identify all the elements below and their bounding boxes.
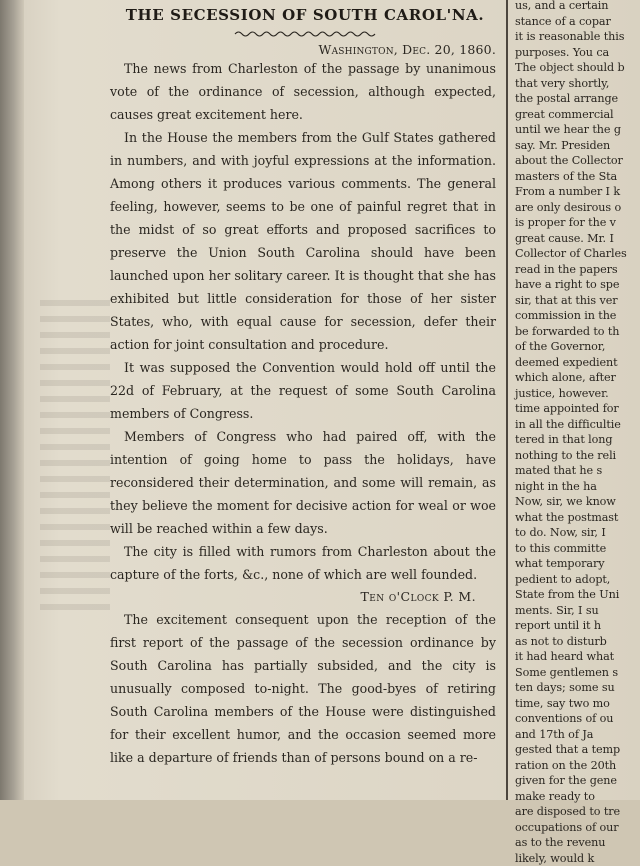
adjacent-column-line: From a number I k	[515, 184, 640, 200]
adjacent-column-line: read in the papers	[515, 262, 640, 278]
adjacent-column-line: say. Mr. Presiden	[515, 138, 640, 154]
adjacent-column-line: of the Governor,	[515, 339, 640, 355]
adjacent-column-line: conventions of ou	[515, 711, 640, 727]
adjacent-column-line: are disposed to tre	[515, 804, 640, 820]
adjacent-column-line: occupations of our	[515, 820, 640, 836]
adjacent-column-line: State from the Uni	[515, 587, 640, 603]
article-paragraph: It was supposed the Convention would hold off until the 22d of February, at the request of some South Carolina members of Congress.	[110, 356, 500, 425]
page-binding-edge	[0, 0, 24, 800]
adjacent-column-line: until we hear the g	[515, 122, 640, 138]
adjacent-column-line: us, and a certain	[515, 0, 640, 14]
adjacent-column-line: that very shortly,	[515, 76, 640, 92]
adjacent-column-line: mated that he s	[515, 463, 640, 479]
adjacent-column-line: The object should b	[515, 60, 640, 76]
adjacent-column-line: sir, that at this ver	[515, 293, 640, 309]
adjacent-column-line: have a right to spe	[515, 277, 640, 293]
article-column	[110, 0, 500, 800]
column-rule	[506, 0, 508, 800]
adjacent-column-line: ments. Sir, I su	[515, 603, 640, 619]
adjacent-column-line: is proper for the v	[515, 215, 640, 231]
adjacent-column-line: in all the difficultie	[515, 417, 640, 433]
adjacent-column-line: the postal arrange	[515, 91, 640, 107]
adjacent-column-line: masters of the Sta	[515, 169, 640, 185]
adjacent-column-line: likely, would k	[515, 851, 640, 866]
adjacent-column-line: gested that a temp	[515, 742, 640, 758]
adjacent-column-line: time appointed for	[515, 401, 640, 417]
adjacent-column-line: deemed expedient	[515, 355, 640, 371]
adjacent-column-line: what the postmast	[515, 510, 640, 526]
adjacent-column-line: purposes. You ca	[515, 45, 640, 61]
article-paragraph: The excitement consequent upon the reception of the first report of the passage of the secession ordinance by South Carolina has partially subsided, and the city is unusually composed to-night. The good-byes of retiring South Carolina members of the House were distinguished for their excellent humor, and the occasion seemed more like a departure of friends than of persons bound on a re-	[110, 608, 500, 769]
adjacent-column-line: tered in that long	[515, 432, 640, 448]
adjacent-column	[515, 0, 640, 800]
adjacent-column-line: Collector of Charles	[515, 246, 640, 262]
adjacent-column-line: Some gentlemen s	[515, 665, 640, 681]
adjacent-column-line: are only desirous o	[515, 200, 640, 216]
article-paragraph: Members of Congress who had paired off, with the intention of going home to pass the holidays, have reconsidered their determination, and some will remain, as they believe the moment for decisive action for weal or woe will be reached within a few days.	[110, 425, 500, 540]
adjacent-column-line: great commercial	[515, 107, 640, 123]
adjacent-column-line: stance of a copar	[515, 14, 640, 30]
adjacent-column-line: make ready to	[515, 789, 640, 805]
adjacent-column-line: what temporary	[515, 556, 640, 572]
adjacent-column-line: time, say two mo	[515, 696, 640, 712]
adjacent-column-line: great cause. Mr. I	[515, 231, 640, 247]
adjacent-column-line: about the Collector	[515, 153, 640, 169]
adjacent-column-line: report until it h	[515, 618, 640, 634]
adjacent-column-line: commission in the	[515, 308, 640, 324]
article-dateline: Washington, Dec. 20, 1860.	[110, 42, 496, 57]
adjacent-column-line: given for the gene	[515, 773, 640, 789]
adjacent-column-line: ten days; some su	[515, 680, 640, 696]
article-paragraph: The news from Charleston of the passage by unanimous vote of the ordinance of secession, although expected, causes great excitement here.	[110, 57, 500, 126]
adjacent-column-line: ration on the 20th	[515, 758, 640, 774]
adjacent-column-line: and 17th of Ja	[515, 727, 640, 743]
article-time-signoff: Ten o'Clock P. M.	[110, 586, 500, 608]
adjacent-column-line: as to the revenu	[515, 835, 640, 851]
adjacent-column-line: it had heard what	[515, 649, 640, 665]
bleed-through-text	[40, 300, 110, 620]
adjacent-column-line: pedient to adopt,	[515, 572, 640, 588]
adjacent-column-line: Now, sir, we know	[515, 494, 640, 510]
article-paragraph: The city is filled with rumors from Charleston about the capture of the forts, &c., none of which are well founded.	[110, 540, 500, 586]
adjacent-column-line: night in the ha	[515, 479, 640, 495]
adjacent-column-line: be forwarded to th	[515, 324, 640, 340]
adjacent-column-line: which alone, after	[515, 370, 640, 386]
adjacent-column-line: to do. Now, sir, I	[515, 525, 640, 541]
adjacent-column-line: nothing to the reli	[515, 448, 640, 464]
adjacent-column-line: as not to disturb	[515, 634, 640, 650]
article-paragraph: In the House the members from the Gulf States gathered in numbers, and with joyful expressions at the information. Among others it produces various comments. The general feeling, however, seems to be one of painful regret that in the midst of so great efforts and proposed sacrifices to preserve the Union South Carolina should have been launched upon her solitary career. It is thought that she has exhibited but little consideration for those of her sister States, who, with equal cause for secession, defer their action for joint consultation and procedure.	[110, 126, 500, 356]
adjacent-column-line: it is reasonable this	[515, 29, 640, 45]
adjacent-column-line: to this committe	[515, 541, 640, 557]
adjacent-column-line: justice, however.	[515, 386, 640, 402]
decorative-wavy-rule	[235, 30, 375, 38]
article-headline: THE SECESSION OF SOUTH CAROL'NA.	[110, 6, 500, 24]
